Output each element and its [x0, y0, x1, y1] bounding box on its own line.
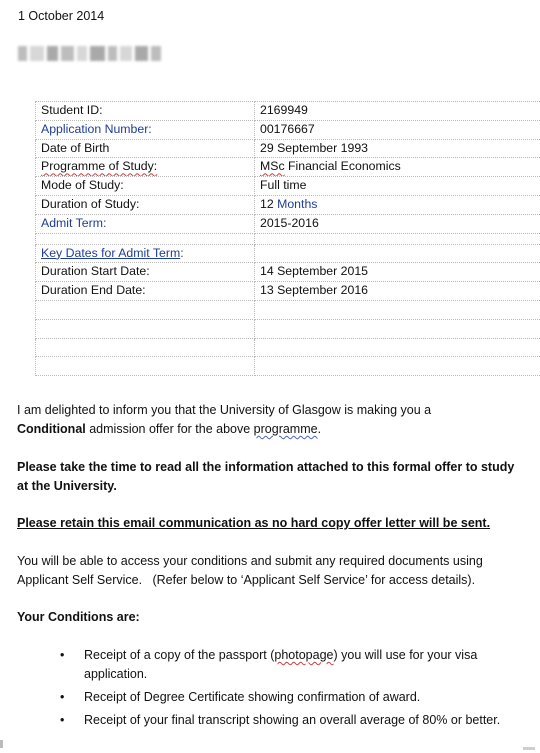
value-student-id: 2169949	[255, 102, 540, 121]
label-duration-of-study: Duration of Study:	[36, 195, 255, 214]
empty-cell	[36, 338, 255, 357]
table-row	[36, 357, 540, 376]
label-student-id: Student ID:	[36, 102, 255, 121]
bullet-icon: •	[60, 713, 65, 727]
table-row	[36, 338, 540, 357]
page-edge-mark	[0, 740, 3, 748]
value-mode-of-study: Full time	[255, 177, 540, 196]
label-programme	[36, 158, 255, 177]
label-start-date: Duration Start Date:	[36, 263, 255, 282]
empty-cell	[255, 319, 540, 338]
table-row	[36, 233, 540, 244]
value-end-date: 13 September 2016	[255, 282, 540, 301]
page-edge-mark	[523, 747, 535, 750]
value-duration-unit: Months	[273, 196, 318, 211]
value-date-of-birth: 29 September 1993	[255, 139, 540, 158]
offer-line-2-end: .	[317, 422, 322, 436]
list-item	[60, 646, 510, 684]
programme-word: programme	[253, 422, 318, 436]
conditions-heading: Your Conditions are:	[17, 610, 140, 624]
value-programme	[255, 158, 540, 177]
empty-cell	[36, 319, 255, 338]
table-row	[36, 319, 540, 338]
label-application-number: Application Number:	[36, 120, 255, 139]
label-end-date: Duration End Date:	[36, 282, 255, 301]
access-line-1: You will be able to access your conditions and submit any required documents using	[17, 554, 483, 568]
table-row	[36, 120, 540, 139]
condition-passport-post: ) you will use for your visa application.	[84, 648, 478, 681]
value-duration-number: 12	[260, 196, 274, 211]
empty-cell	[255, 338, 540, 357]
label-programme-text: Programme of Study:	[41, 159, 158, 174]
value-start-date: 14 September 2015	[255, 263, 540, 282]
read-information-paragraph: Please take the time to read all the information attached to this formal offer to study at the University.	[17, 460, 515, 493]
conditional-word: Conditional	[17, 422, 86, 436]
value-application-number: 00176667	[255, 120, 540, 139]
table-row	[36, 300, 540, 319]
empty-cell	[255, 300, 540, 319]
key-dates-heading	[36, 244, 255, 263]
label-mode-of-study: Mode of Study:	[36, 177, 255, 196]
key-dates-heading-colon: :	[180, 245, 184, 260]
condition-final-transcript: Receipt of your final transcript showing an overall average of 80% or better.	[84, 713, 501, 727]
table-row	[36, 158, 540, 177]
condition-passport-pre: Receipt of a copy of the passport (	[84, 648, 275, 662]
list-item	[60, 688, 510, 707]
empty-cell	[255, 357, 540, 376]
empty-cell	[36, 300, 255, 319]
list-item	[60, 711, 510, 730]
access-line-2: Applicant Self Service. (Refer below to ‘Applicant Self Service’ for access details).	[17, 573, 476, 587]
empty-cell	[255, 233, 540, 244]
redacted-recipient-name	[18, 46, 161, 63]
bullet-icon: •	[60, 690, 65, 704]
letter-date: 1 October 2014	[18, 9, 105, 23]
table-row	[36, 214, 540, 233]
bullet-icon: •	[60, 648, 65, 662]
offer-paragraph	[17, 401, 527, 439]
table-row	[36, 282, 540, 301]
table-row	[36, 244, 540, 263]
empty-cell	[255, 244, 540, 263]
value-admit-term: 2015-2016	[255, 214, 540, 233]
key-dates-heading-text: Key Dates for Admit Term	[41, 245, 181, 260]
offer-line-2-mid: admission offer for the above	[85, 422, 254, 436]
offer-line-2	[17, 420, 527, 439]
retain-email-paragraph: Please retain this email communication as no hard copy offer letter will be sent.	[17, 516, 491, 530]
value-duration-of-study	[255, 195, 540, 214]
photopage-word: photopage	[274, 648, 334, 662]
empty-cell	[36, 357, 255, 376]
table-row	[36, 263, 540, 282]
conditions-list	[60, 646, 510, 734]
label-date-of-birth: Date of Birth	[36, 139, 255, 158]
table-row	[36, 139, 540, 158]
table-row	[36, 177, 540, 196]
value-programme-rest: Financial Economics	[284, 159, 401, 174]
offer-line-1: I am delighted to inform you that the University of Glasgow is making you a	[17, 403, 432, 417]
condition-degree-certificate: Receipt of Degree Certificate showing confirmation of award.	[84, 690, 421, 704]
empty-cell	[36, 233, 255, 244]
table-row	[36, 195, 540, 214]
table-row	[36, 102, 540, 121]
applicant-details-table	[35, 101, 540, 376]
value-programme-prefix: MSc	[260, 159, 285, 174]
access-conditions-paragraph	[17, 552, 527, 590]
label-admit-term: Admit Term:	[36, 214, 255, 233]
